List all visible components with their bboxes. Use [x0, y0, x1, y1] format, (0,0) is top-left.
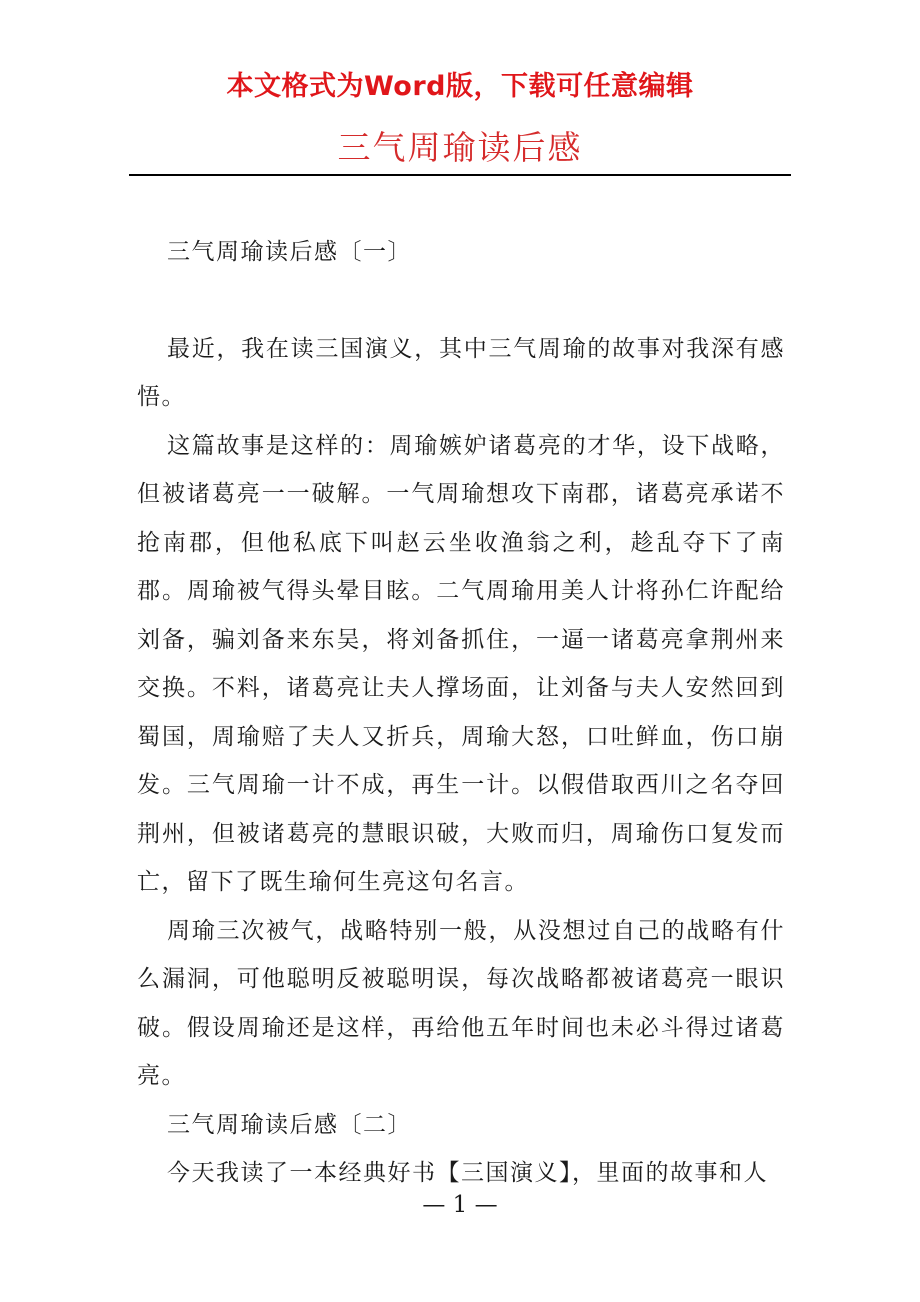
paragraph: 这篇故事是这样的：周瑜嫉妒诸葛亮的才华，设下战略，但被诸葛亮一一破解。一气周瑜想攻下南郡，诸葛亮承诺不抢南郡，但他私底下叫赵云坐收渔翁之利，趁乱夺下了南郡。周瑜被气得头晕目眩。二气周瑜用美人计将孙仁许配给刘备，骗刘备来东吴，将刘备抓住，一逼一诸葛亮拿荆州来交换。不料，诸葛亮让夫人撑场面，让刘备与夫人安然回到蜀国，周瑜赔了夫人又折兵，周瑜大怒，口吐鲜血，伤口崩发。三气周瑜一计不成，再生一计。以假借取西川之名夺回荆州，但被诸葛亮的慧眼识破，大败而归，周瑜伤口复发而亡，留下了既生瑜何生亮这句名言。: [137, 432, 785, 895]
page-number: — 1 —: [422, 1192, 498, 1218]
document-body: [137, 228, 785, 1198]
paragraph: 周瑜三次被气，战略特别一般，从没想过自己的战略有什么漏洞，可他聪明反被聪明误，每次战略都被诸葛亮一眼识破。假设周瑜还是这样，再给他五年时间也未必斗得过诸葛亮。: [137, 917, 785, 1089]
document-title: 三气周瑜读后感: [337, 128, 583, 167]
format-notice: 本文格式为Word版，下载可任意编辑: [226, 71, 694, 102]
paragraph: 今天我读了一本经典好书【三国演义】，里面的故事和人: [167, 1160, 768, 1186]
title-divider: [129, 174, 791, 176]
paragraph: 最近，我在读三国演义，其中三气周瑜的故事对我深有感悟。: [137, 335, 785, 410]
section-heading-1: 三气周瑜读后感〔一〕: [167, 239, 412, 265]
section-heading-2: 三气周瑜读后感〔二〕: [167, 1111, 412, 1138]
